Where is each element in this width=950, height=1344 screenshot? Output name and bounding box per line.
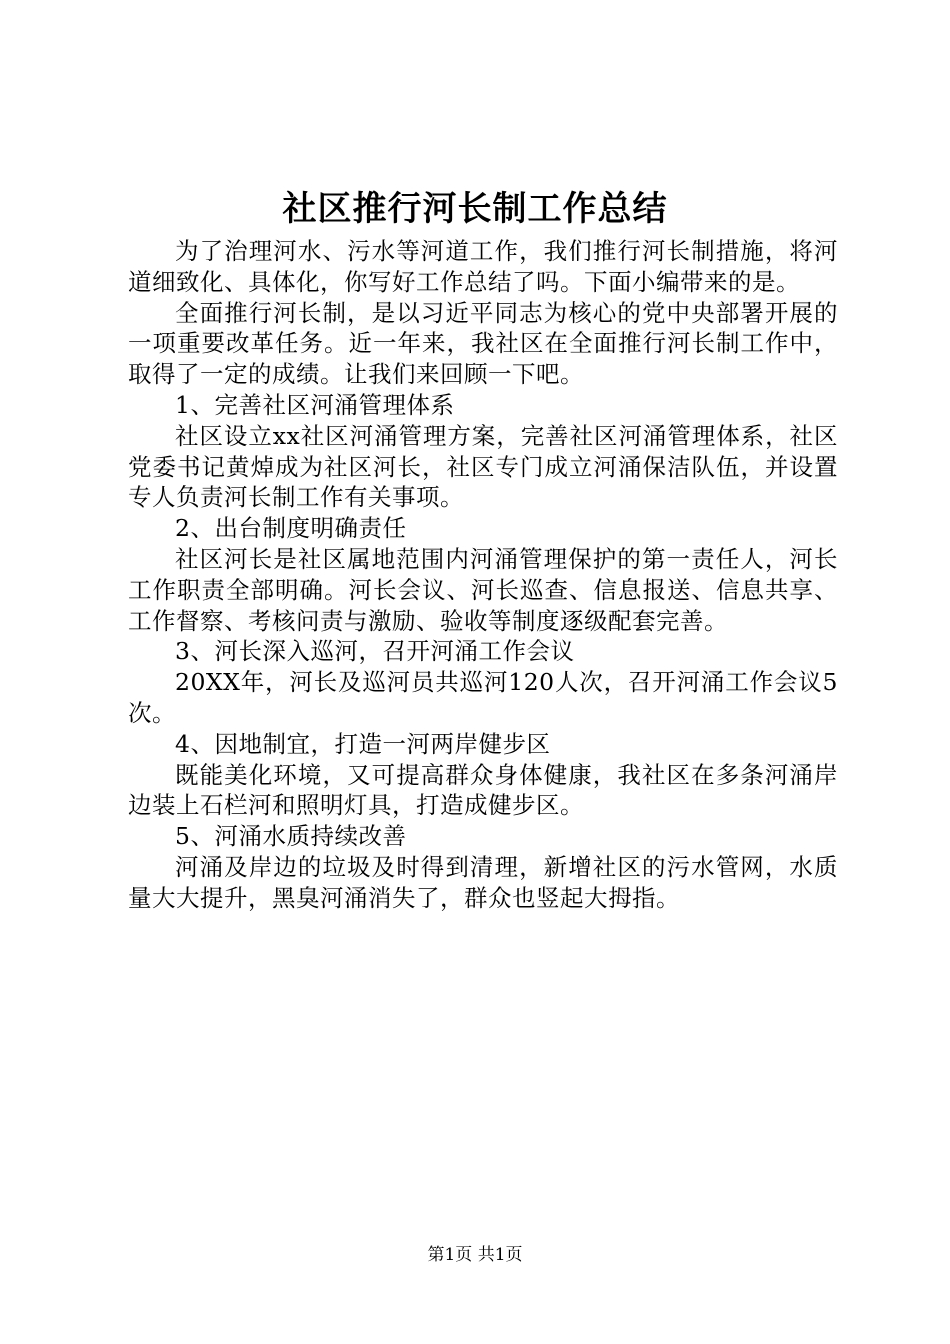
section-heading-4: 4、因地制宜，打造一河两岸健步区 [175, 729, 551, 758]
section-heading-5: 5、河涌水质持续改善 [175, 822, 407, 851]
document-title: 社区推行河长制工作总结 [282, 189, 668, 229]
paragraph-intro: 为了治理河水、污水等河道工作，我们推行河长制措施，将河道细致化、具体化，你写好工作总结了吗。下面小编带来的是。 [128, 237, 838, 296]
page-footer: 第1页 共1页 [427, 1245, 523, 1265]
section-heading-2: 2、出台制度明确责任 [175, 514, 407, 543]
paragraph-section-4: 既能美化环境，又可提高群众身体健康，我社区在多条河涌岸边装上石栏河和照明灯具，打造成健步区。 [128, 760, 838, 820]
paragraph-section-5: 河涌及岸边的垃圾及时得到清理，新增社区的污水管网，水质量大大提升，黑臭河涌消失了，群众也竖起大拇指。 [128, 852, 838, 912]
document-body [128, 236, 838, 914]
section-heading-3: 3、河长深入巡河，召开河涌工作会议 [175, 637, 575, 666]
paragraph-section-2: 社区河长是社区属地范围内河涌管理保护的第一责任人，河长工作职责全部明确。河长会议、河长巡查、信息报送、信息共享、工作督察、考核问责与激励、验收等制度逐级配套完善。 [128, 544, 838, 635]
paragraph-section-1: 社区设立xx社区河涌管理方案，完善社区河涌管理体系，社区党委书记黄焯成为社区河长，社区专门成立河涌保洁队伍，并设置专人负责河长制工作有关事项。 [128, 421, 838, 512]
paragraph-overview: 全面推行河长制，是以习近平同志为核心的党中央部署开展的一项重要改革任务。近一年来，我社区在全面推行河长制工作中，取得了一定的成绩。让我们来回顾一下吧。 [128, 298, 838, 389]
paragraph-section-3: 20XX年，河长及巡河员共巡河120人次，召开河涌工作会议5次。 [128, 668, 838, 727]
section-heading-1: 1、完善社区河涌管理体系 [175, 390, 455, 419]
